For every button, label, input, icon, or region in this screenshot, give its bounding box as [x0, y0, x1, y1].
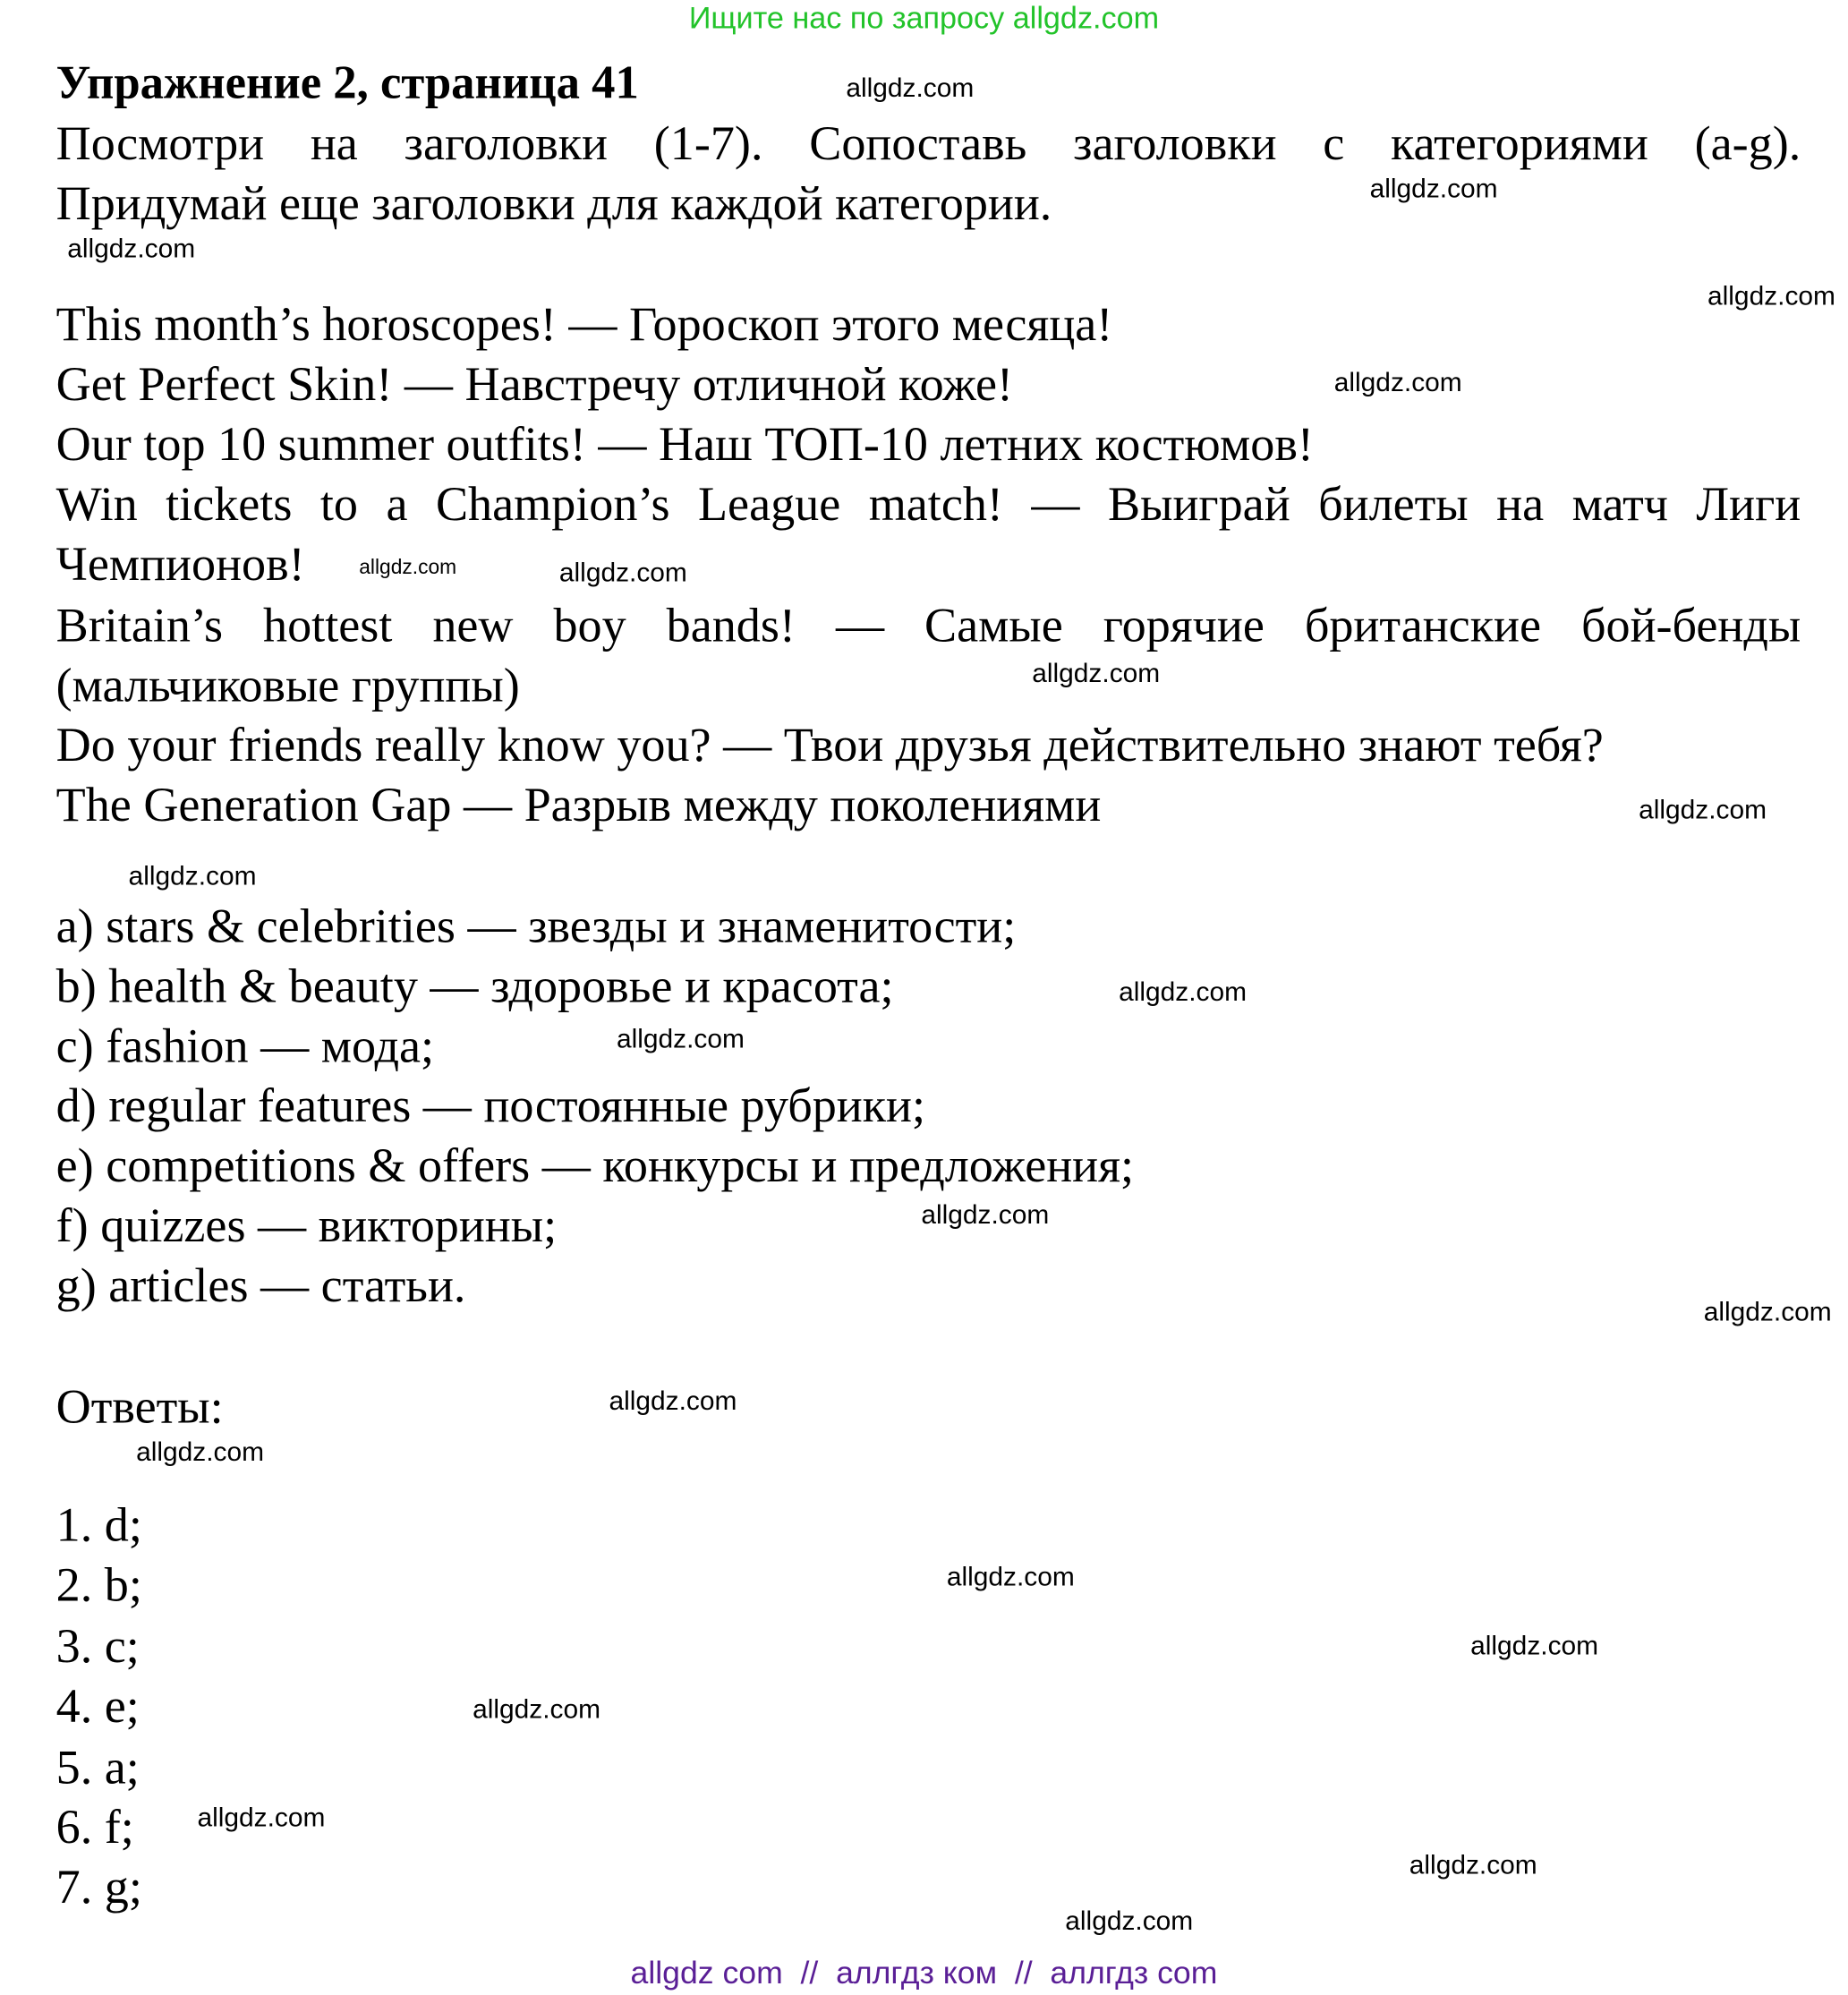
watermark: allgdz.com: [1707, 281, 1835, 311]
headline-line: Our top 10 summer outfits! — Наш ТОП-10 летних костюмов!: [55, 418, 1314, 472]
watermark: allgdz.com: [67, 234, 196, 264]
watermark: allgdz.com: [921, 1200, 1050, 1231]
headline-line: Britain’s hottest new boy bands! — Самые горячие британские бой-бенды: [55, 599, 1801, 653]
instruction-line: Посмотри на заголовки (1-7). Сопоставь заголовки с категориями (a-g).: [55, 117, 1801, 171]
watermark: allgdz.com: [1409, 1850, 1537, 1880]
headline-line: Get Perfect Skin! — Навстречу отличной коже!: [55, 358, 1014, 412]
watermark: allgdz.com: [197, 1803, 326, 1833]
watermark: allgdz.com: [1369, 175, 1498, 204]
watermark: allgdz.com: [1703, 1297, 1832, 1327]
headline-line: Чемпионов!: [55, 537, 305, 592]
category-item: c) fashion — мода;: [55, 1019, 435, 1074]
watermark: allgdz.com: [128, 861, 257, 891]
watermark: allgdz.com: [473, 1695, 601, 1725]
footer-links[interactable]: allgdz com // аллгдз ком // аллгдз com: [630, 1955, 1218, 1991]
page-title: Упражнение 2, страница 41: [55, 57, 639, 110]
headline-line: (мальчиковые группы): [55, 659, 520, 713]
category-item: f) quizzes — викторины;: [55, 1199, 558, 1253]
watermark: allgdz.com: [1032, 659, 1161, 689]
watermark: allgdz.com: [1065, 1906, 1194, 1937]
category-item: g) articles — статьи.: [55, 1259, 466, 1313]
answer-item: 2. b;: [55, 1558, 142, 1613]
watermark: allgdz.com: [1333, 368, 1462, 398]
watermark: allgdz.com: [846, 73, 975, 104]
search-hint-link[interactable]: Ищите нас по запросу allgdz.com: [688, 1, 1160, 36]
watermark: allgdz.com: [1639, 795, 1767, 825]
headline-line: The Generation Gap — Разрыв между поколениями: [55, 779, 1102, 832]
watermark: allgdz.com: [136, 1437, 265, 1468]
category-item: b) health & beauty — здоровье и красота;: [55, 959, 894, 1014]
answer-item: 5. a;: [55, 1741, 140, 1795]
category-item: a) stars & celebrities — звезды и знаменитости;: [55, 899, 1017, 954]
headline-line: Win tickets to a Champion’s League match! — Выиграй билеты на матч Лиги: [55, 478, 1801, 532]
watermark: allgdz.com: [1119, 977, 1248, 1008]
category-item: e) competitions & offers — конкурсы и предложения;: [55, 1139, 1135, 1193]
watermark: allgdz.com: [359, 557, 457, 579]
answers-label: Ответы:: [55, 1380, 224, 1435]
headline-line: This month’s horoscopes! — Гороскоп этого месяца!: [55, 298, 1113, 353]
answer-item: 3. c;: [55, 1620, 140, 1674]
watermark: allgdz.com: [558, 558, 687, 588]
watermark: allgdz.com: [609, 1386, 737, 1417]
watermark: allgdz.com: [616, 1024, 745, 1054]
answer-item: 1. d;: [55, 1498, 142, 1553]
answer-item: 6. f;: [55, 1801, 134, 1855]
headline-line: Do your friends really know you? — Твои друзья действительно знают тебя?: [55, 719, 1604, 773]
answer-item: 7. g;: [55, 1861, 142, 1914]
category-item: d) regular features — постоянные рубрики;: [55, 1079, 926, 1134]
watermark: allgdz.com: [946, 1562, 1075, 1592]
answer-item: 4. e;: [55, 1679, 140, 1734]
watermark: allgdz.com: [1470, 1631, 1599, 1661]
instruction-line: Придумай еще заголовки для каждой категории.: [55, 176, 1052, 231]
